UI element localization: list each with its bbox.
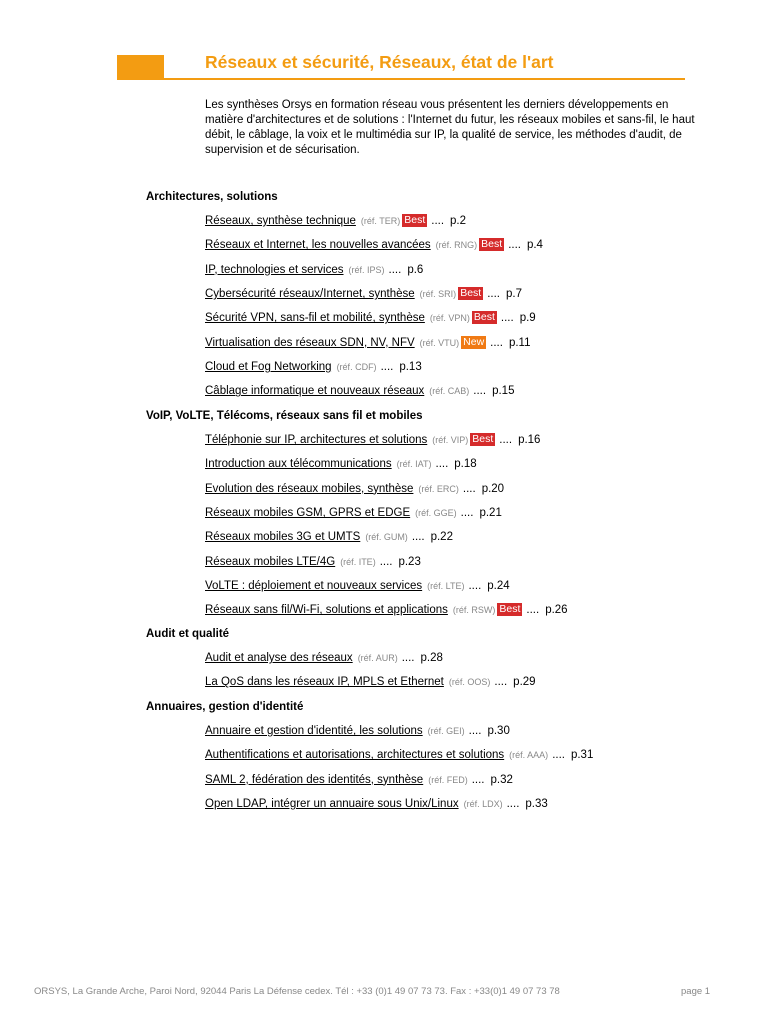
course-item [205, 675, 536, 690]
best-badge: Best [473, 311, 495, 324]
course-item [205, 482, 504, 497]
course-reference: (réf. AAA) [509, 750, 549, 761]
course-item [205, 238, 543, 253]
leader-dots: .... [380, 361, 394, 374]
course-page-number: p.18 [454, 458, 477, 471]
course-item [205, 530, 453, 545]
course-item [205, 457, 477, 472]
course-item [205, 603, 568, 618]
course-link[interactable]: La QoS dans les réseaux IP, MPLS et Ethernet [205, 676, 444, 689]
leader-dots: .... [490, 336, 503, 349]
course-page-number: p.6 [407, 263, 424, 276]
course-reference: (réf. FED) [428, 774, 468, 785]
course-page-number: p.26 [545, 604, 568, 617]
best-badge: Best [472, 433, 494, 445]
course-item [205, 311, 536, 326]
leader-dots: .... [508, 239, 521, 252]
course-item [205, 263, 423, 278]
course-item [205, 579, 510, 594]
page-title: Réseaux et sécurité, Réseaux, état de l'art [205, 52, 554, 72]
course-link[interactable]: IP, technologies et services [205, 263, 344, 276]
best-badge: Best [460, 287, 482, 300]
course-reference: (réf. VPN) [429, 313, 470, 324]
course-reference: (réf. TER) [360, 216, 401, 226]
course-link[interactable]: Réseaux mobiles GSM, GPRS et EDGE [205, 507, 411, 520]
course-item [205, 773, 513, 788]
course-page-number: p.33 [525, 798, 548, 811]
course-link[interactable]: Réseaux mobiles 3G et UMTS [205, 531, 361, 544]
course-page-number: p.30 [487, 725, 510, 737]
course-page-number: p.9 [519, 312, 536, 325]
course-item [205, 555, 421, 570]
section-title: Architectures, solutions [146, 191, 278, 203]
course-reference: (réf. VIP) [432, 435, 469, 445]
course-reference: (réf. GEI) [427, 726, 465, 736]
header-rule [117, 78, 685, 80]
course-reference: (réf. RSW) [452, 605, 496, 616]
course-reference: (réf. GGE) [415, 508, 457, 519]
leader-dots: .... [462, 482, 476, 495]
leader-dots: .... [499, 434, 513, 446]
course-reference: (réf. RNG) [435, 240, 478, 251]
leader-dots: .... [460, 507, 474, 520]
course-reference: (réf. LTE) [427, 581, 465, 592]
leader-dots: .... [435, 458, 449, 471]
section-title: VoIP, VoLTE, Télécoms, réseaux sans fil et mobiles [146, 410, 423, 422]
course-link[interactable]: Réseaux mobiles LTE/4G [205, 555, 336, 568]
course-page-number: p.2 [450, 215, 467, 227]
header-accent-bar [117, 55, 164, 79]
course-link[interactable]: Cybersécurité réseaux/Internet, synthèse [205, 288, 415, 301]
course-reference: (réf. LDX) [463, 799, 503, 810]
course-link[interactable]: Sécurité VPN, sans-fil et mobilité, synthèse [205, 312, 425, 325]
leader-dots: .... [552, 749, 565, 762]
leader-dots: .... [471, 773, 485, 786]
course-item [205, 433, 540, 448]
leader-dots: .... [388, 263, 402, 276]
course-reference: (réf. GUM) [365, 532, 408, 543]
course-reference: (réf. ITE) [340, 556, 376, 567]
leader-dots: .... [506, 798, 520, 811]
course-reference: (réf. SRI) [419, 289, 457, 300]
course-reference: (réf. AUR) [357, 653, 398, 663]
course-reference: (réf. CAB) [429, 386, 470, 397]
footer-address: ORSYS, La Grande Arche, Paroi Nord, 92044 Paris La Défense cedex. Tél : +33 (0)1 49 07 73 73. Fax : +33(0)1 49 07 73 78 [34, 986, 560, 997]
leader-dots: .... [379, 555, 393, 568]
course-link[interactable]: Authentifications et autorisations, architectures et solutions [205, 749, 505, 762]
leader-dots: .... [494, 676, 508, 689]
course-link[interactable]: Open LDAP, intégrer un annuaire sous Unix/Linux [205, 798, 459, 811]
course-link[interactable]: SAML 2, fédération des identités, synthèse [205, 773, 424, 786]
course-page-number: p.7 [505, 288, 522, 301]
course-link[interactable]: Virtualisation des réseaux SDN, NV, NFV [205, 336, 415, 349]
best-badge: Best [481, 238, 503, 251]
course-link[interactable]: Introduction aux télécommunications [205, 458, 392, 471]
course-link[interactable]: Réseaux et Internet, les nouvelles avancées [205, 239, 431, 252]
course-page-number: p.16 [518, 434, 541, 446]
course-link[interactable]: Annuaire et gestion d'identité, les solutions [205, 725, 423, 737]
leader-dots: .... [526, 604, 540, 617]
course-link[interactable]: VoLTE : déploiement et nouveaux services [205, 580, 423, 593]
course-link[interactable]: Audit et analyse des réseaux [205, 652, 353, 664]
course-page-number: p.23 [398, 555, 421, 568]
new-badge: New [463, 335, 485, 348]
course-item [205, 724, 510, 739]
course-item [205, 651, 443, 666]
leader-dots: .... [431, 215, 445, 227]
course-item [205, 506, 502, 521]
course-page-number: p.13 [399, 361, 422, 374]
course-page-number: p.32 [490, 773, 513, 786]
course-reference: (réf. OOS) [448, 677, 491, 688]
intro-paragraph: Les synthèses Orsys en formation réseau vous présentent les derniers développements en matière d'architectures et de solutions : l'Internet du futur, les réseaux mobiles et sans-fil, le haut débit, le câblage, la voix et le multimédia sur IP, la qualité de service, les méthodes d'audit, de supervision et de sécurisation. [205, 99, 695, 156]
course-link[interactable]: Réseaux, synthèse technique [205, 215, 356, 227]
leader-dots: .... [468, 580, 482, 593]
course-page-number: p.21 [479, 507, 502, 520]
leader-dots: .... [401, 652, 415, 664]
course-link[interactable]: Cloud et Fog Networking [205, 361, 332, 374]
course-item [205, 360, 422, 375]
course-reference: (réf. VTU) [419, 337, 460, 348]
course-item [205, 748, 593, 763]
course-link[interactable]: Câblage informatique et nouveaux réseaux [205, 385, 425, 398]
leader-dots: .... [411, 531, 425, 544]
course-page-number: p.24 [487, 580, 510, 593]
leader-dots: .... [500, 312, 514, 325]
leader-dots: .... [487, 288, 500, 301]
course-page-number: p.15 [492, 385, 515, 398]
course-item [205, 214, 466, 229]
footer-page-number: page 1 [681, 986, 711, 997]
course-link[interactable]: Réseaux sans fil/Wi-Fi, solutions et applications [205, 604, 448, 617]
course-reference: (réf. IPS) [348, 264, 385, 275]
leader-dots: .... [473, 385, 487, 398]
course-item [205, 336, 530, 351]
course-page-number: p.11 [508, 336, 531, 349]
best-badge: Best [499, 603, 521, 616]
course-item [205, 287, 522, 302]
course-item [205, 797, 548, 812]
course-reference: (réf. ERC) [418, 483, 459, 494]
course-page-number: p.22 [430, 531, 453, 544]
course-link[interactable]: Evolution des réseaux mobiles, synthèse [205, 482, 414, 495]
section-title: Annuaires, gestion d'identité [146, 701, 304, 713]
course-item [205, 384, 514, 399]
course-page-number: p.4 [526, 239, 543, 252]
course-reference: (réf. IAT) [396, 459, 432, 470]
course-page-number: p.20 [481, 482, 505, 495]
best-badge: Best [404, 214, 426, 226]
course-page-number: p.29 [513, 676, 536, 689]
section-title: Audit et qualité [146, 628, 230, 640]
course-reference: (réf. CDF) [336, 362, 377, 373]
course-page-number: p.28 [420, 652, 443, 664]
course-link[interactable]: Téléphonie sur IP, architectures et solutions [205, 434, 428, 446]
course-page-number: p.31 [570, 749, 594, 762]
leader-dots: .... [468, 725, 482, 737]
